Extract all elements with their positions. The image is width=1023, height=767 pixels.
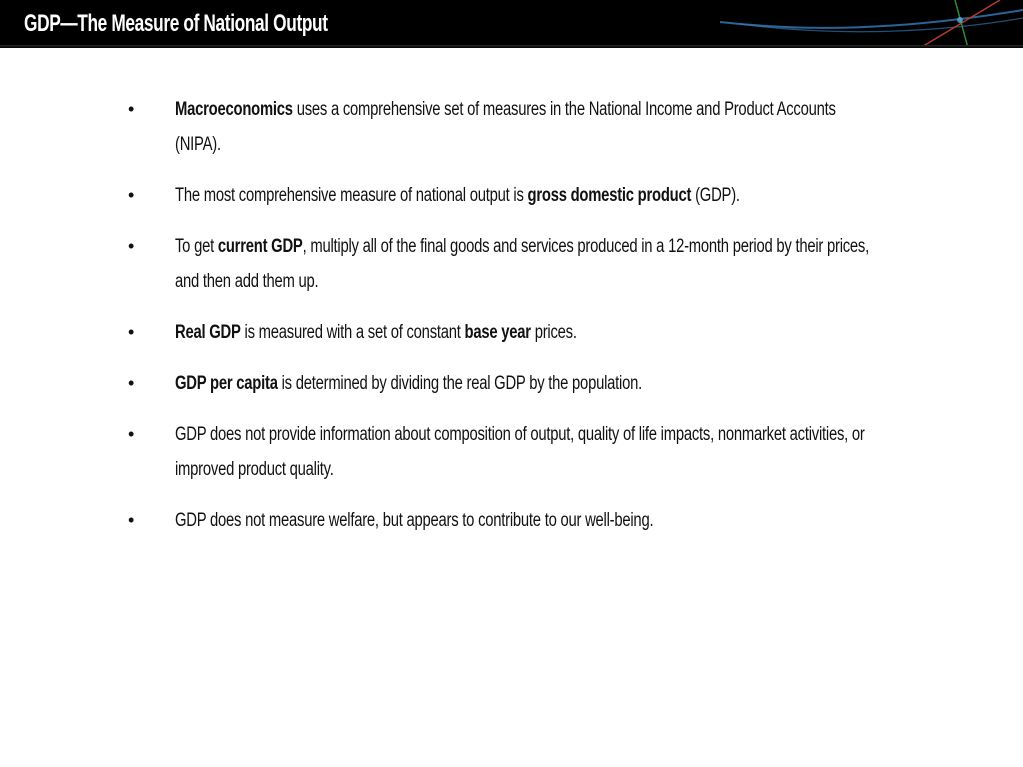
decorative-lines-graphic	[700, 0, 1023, 48]
bullet-marker: •	[128, 424, 135, 444]
bullet-text-segment: is measured with a set of constant	[240, 322, 465, 343]
bullet-term: Real GDP	[175, 322, 241, 343]
bullet-text	[175, 92, 885, 162]
bullet-marker: •	[128, 373, 135, 393]
bullet-item	[128, 92, 918, 162]
title-bar-shadow	[0, 45, 1023, 48]
bullet-text-segment: To get	[175, 236, 218, 257]
bullet-text-segment: GDP does not provide information about composition of output, quality of life impacts, nonmarket activities, or improved product quality.	[175, 424, 865, 480]
bullet-text	[175, 315, 885, 350]
bullet-text	[175, 229, 885, 299]
bullet-list	[128, 92, 918, 554]
bullet-term: Macroeconomics	[175, 99, 293, 120]
bullet-text	[175, 178, 885, 213]
bullet-text-segment: GDP does not measure welfare, but appears to contribute to our well-being.	[175, 510, 654, 531]
slide-title: GDP—The Measure of National Output	[24, 10, 328, 37]
bullet-text-segment: (GDP).	[691, 185, 740, 206]
bullet-marker: •	[128, 99, 135, 119]
bullet-item	[128, 315, 918, 350]
bullet-term: current GDP	[217, 236, 303, 257]
bullet-term: base year	[464, 322, 531, 343]
bullet-item	[128, 366, 918, 401]
bullet-marker: •	[128, 236, 135, 256]
bullet-text-segment: uses a comprehensive set of measures in the National Income and Product Accounts (NIPA).	[175, 99, 836, 155]
bullet-text-segment: The most comprehensive measure of national output is	[175, 185, 528, 206]
bullet-item	[128, 229, 918, 299]
bullet-marker: •	[128, 322, 135, 342]
bullet-item	[128, 503, 918, 538]
bullet-item	[128, 417, 918, 487]
title-bar	[0, 0, 1023, 48]
bullet-term: gross domestic product	[527, 185, 692, 206]
bullet-text-segment: , multiply all of the final goods and services produced in a 12-month period by their prices, and then add them up.	[175, 236, 870, 292]
bullet-text-segment: is determined by dividing the real GDP by the population.	[277, 373, 643, 394]
bullet-term: GDP per capita	[175, 373, 278, 394]
bullet-marker: •	[128, 510, 135, 530]
bullet-text	[175, 366, 885, 401]
bullet-text	[175, 503, 885, 538]
bullet-item	[128, 178, 918, 213]
bullet-marker: •	[128, 185, 135, 205]
bullet-text	[175, 417, 885, 487]
bullet-text-segment: prices.	[530, 322, 577, 343]
